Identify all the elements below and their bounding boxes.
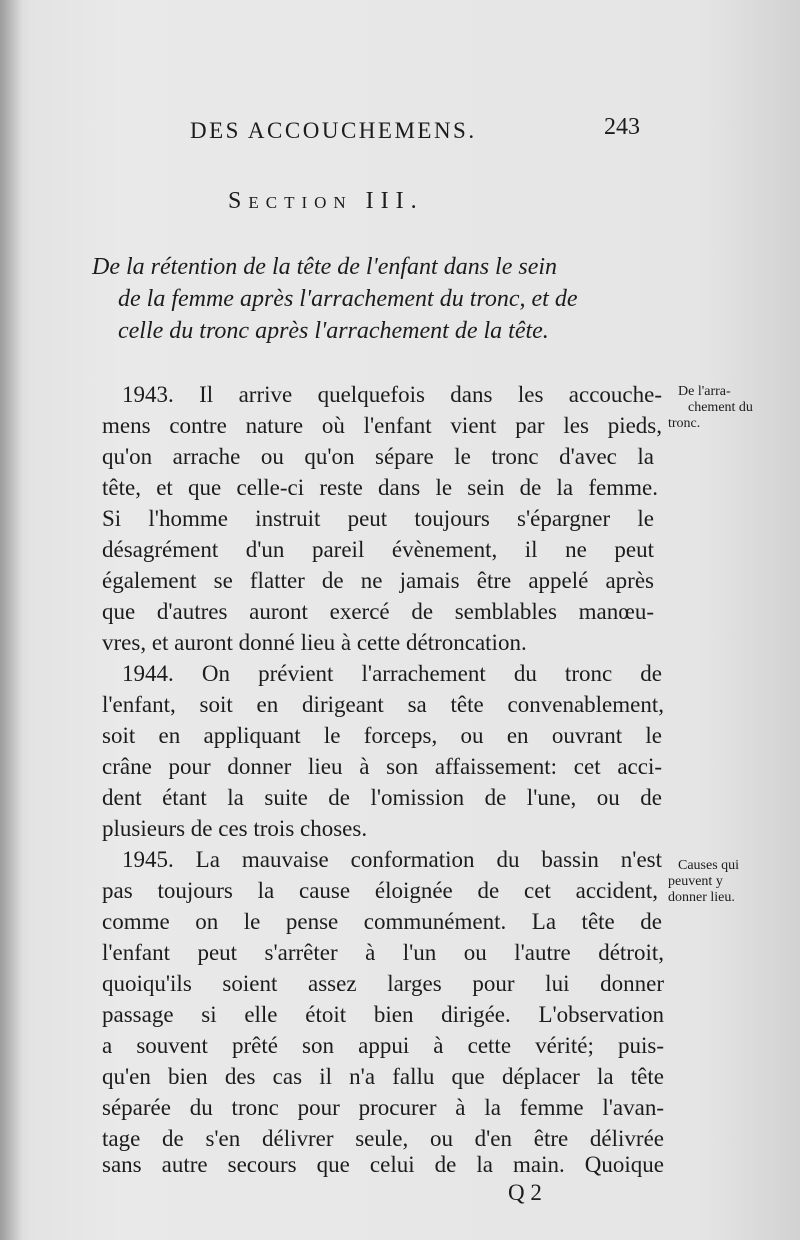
paragraph-line: Si l'homme instruit peut toujours s'épargner le xyxy=(102,506,654,531)
paragraph-line: tête, et que celle-ci reste dans le sein de la femme. xyxy=(102,475,658,500)
margin-note-line: De l'arra- xyxy=(678,384,731,399)
section-title-line: de la femme après l'arrachement du tronc, et de xyxy=(118,286,578,312)
paragraph-line: tage de s'en délivrer seule, ou d'en être délivrée xyxy=(102,1126,664,1151)
paragraph-line: désagrément d'un pareil évènement, il ne peut xyxy=(102,537,654,562)
running-title: DES ACCOUCHEMENS. xyxy=(190,118,477,143)
margin-note-line: chement du xyxy=(688,400,753,415)
section-title-line: De la rétention de la tête de l'enfant dans le sein xyxy=(92,254,558,280)
paragraph-line: crâne pour donner lieu à son affaissement: cet acci- xyxy=(102,754,662,779)
paragraph-line: dent étant la suite de l'omission de l'une, ou de xyxy=(102,785,662,810)
paragraph-line: plusieurs de ces trois choses. xyxy=(102,816,368,841)
section-heading: Section III. xyxy=(228,188,424,214)
page-number: 243 xyxy=(604,114,640,140)
paragraph-line: que d'autres auront exercé de semblables manœu- xyxy=(102,599,654,624)
paragraph-line: vres, et auront donné lieu à cette détroncation. xyxy=(102,630,527,655)
paragraph-line: comme on le pense communément. La tête de xyxy=(102,909,662,934)
paragraph-line: 1943. Il arrive quelquefois dans les accouche- xyxy=(122,382,662,407)
margin-note-line: tronc. xyxy=(668,416,701,431)
paragraph-line: qu'on arrache ou qu'on sépare le tronc d'avec la xyxy=(102,444,654,469)
paragraph-line: l'enfant peut s'arrêter à l'un ou l'autre détroit, xyxy=(102,940,664,965)
margin-note-line: donner lieu. xyxy=(668,890,735,905)
section-title-line: celle du tronc après l'arrachement de la tête. xyxy=(118,318,549,344)
paragraph-line: quoiqu'ils soient assez larges pour lui donner xyxy=(102,971,664,996)
signature-mark: Q 2 xyxy=(508,1180,542,1205)
paragraph-line: 1945. La mauvaise conformation du bassin n'est xyxy=(122,847,662,872)
paragraph-line: séparée du tronc pour procurer à la femme l'avan- xyxy=(102,1095,664,1120)
margin-note-line: peuvent y xyxy=(668,874,723,889)
paragraph-line: également se flatter de ne jamais être appelé après xyxy=(102,568,654,593)
paragraph-line: soit en appliquant le forceps, ou en ouvrant le xyxy=(102,723,662,748)
paragraph-line: passage si elle étoit bien dirigée. L'observation xyxy=(102,1002,664,1027)
spine-shadow xyxy=(0,0,22,1240)
paragraph-line: qu'en bien des cas il n'a fallu que déplacer la tête xyxy=(102,1064,664,1089)
paragraph-line: l'enfant, soit en dirigeant sa tête convenablement, xyxy=(102,692,664,717)
paragraph-line: sans autre secours que celui de la main. Quoique xyxy=(102,1152,664,1177)
paragraph-line: pas toujours la cause éloignée de cet accident, xyxy=(102,878,658,903)
paragraph-line: mens contre nature où l'enfant vient par les pieds, xyxy=(102,413,662,438)
paragraph-line: a souvent prêté son appui à cette vérité; puis- xyxy=(102,1033,664,1058)
margin-note-line: Causes qui xyxy=(678,858,740,873)
paragraph-line: 1944. On prévient l'arrachement du tronc de xyxy=(122,661,662,686)
